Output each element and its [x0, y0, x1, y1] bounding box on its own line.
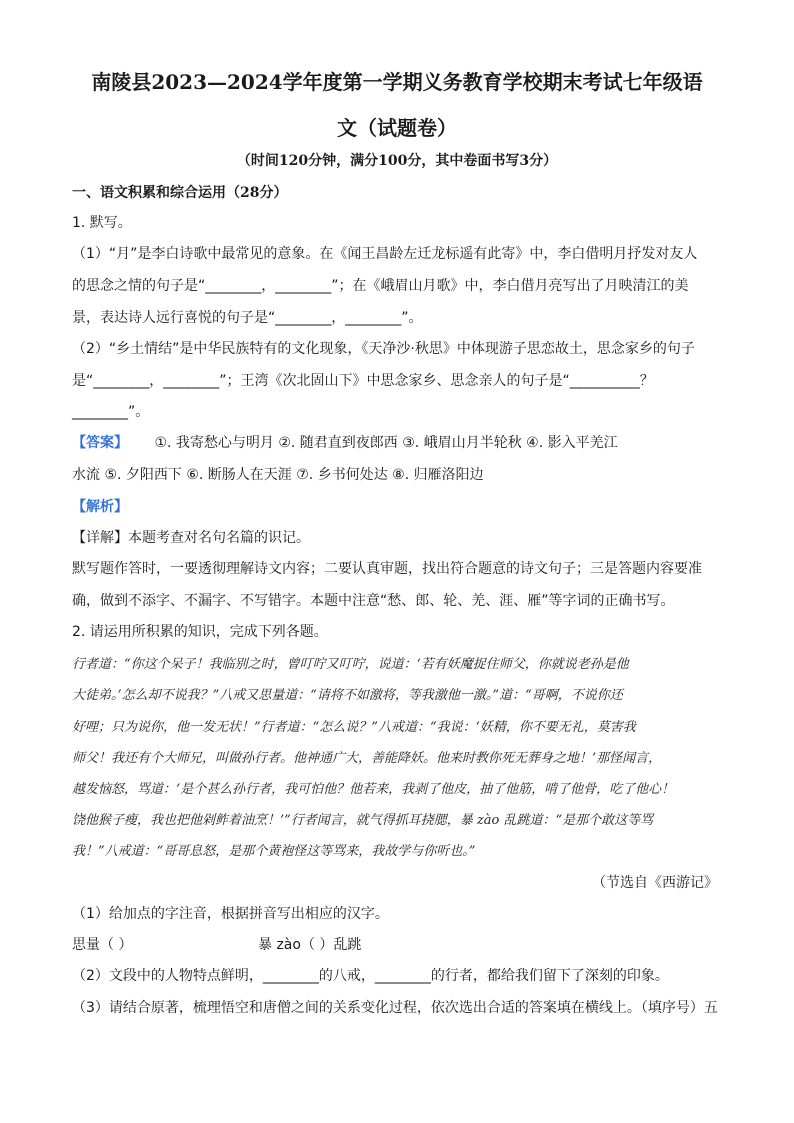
analysis-tag: 【解析】	[72, 499, 128, 515]
passage-line1: 行者道：“你这个呆子！我临别之时，曾叮咛又叮咛，说道：‘若有妖魔捉住师父，你就说老孙是他	[72, 657, 629, 672]
exam-title-line1: 南陵县2023—2024学年度第一学期义务教育学校期末考试七年级语	[91, 70, 703, 94]
answer-text-line1: ①. 我寄愁心与明月 ②. 随君直到夜郎西 ③. 峨眉山月半轮秋 ④. 影入平羌江	[154, 435, 618, 451]
q1-part1-line3: 景，表达诗人远行喜悦的句子是“________，________”。	[72, 310, 423, 326]
answer-text-line2: 水流 ⑤. 夕阳西下 ⑥. 断肠人在天涯 ⑦. 乡书何处达 ⑧. 归雁洛阳边	[72, 467, 484, 483]
q2-sub1-pinyin-b: 暴 zào（ ）乱跳	[258, 937, 362, 953]
detail-text: 【详解】本题考查对名句名篇的识记。	[72, 530, 310, 546]
passage-line7: 我！”八戒道：“哥哥息怒，是那个黄袍怪这等骂来，我故学与你听也。”	[72, 844, 476, 859]
q1-part2-line1: （2）“乡土情结”是中华民族特有的文化现象，《天净沙·秋思》中体现游子思恋故土，思念家乡的句子	[72, 341, 695, 357]
q2-sub3: （3）请结合原著，梳理悟空和唐僧之间的关系变化过程，依次选出合适的答案填在横线上。（填序号）五	[72, 1000, 718, 1016]
exam-time-note: （时间120分钟，满分100分，其中卷面书写3分）	[236, 153, 558, 169]
q1-answer-row1	[72, 432, 618, 452]
passage-line3: 好哩；只为说你，他一发无状！”行者道：“怎么说？”八戒道：“我说：‘妖精，你不要无礼，莫害我	[72, 720, 636, 735]
q1-part1-line1: （1）“月”是李白诗歌中最常见的意象。在《闻王昌龄左迁龙标遥有此寄》中，李白借明月抒发对友人	[72, 246, 698, 262]
explanation-line1: 默写题作答时，一要透彻理解诗文内容；二要认真审题，找出符合题意的诗文句子；三是答题内容要准	[72, 561, 702, 577]
q2-sub1-pinyin-a: 思量（ ）	[72, 937, 133, 953]
q1-part1-line2: 的思念之情的句子是“________，________”；在《峨眉山月歌》中，李白借月亮写出了月映清江的美	[72, 278, 689, 294]
q2-stem: 2. 请运用所积累的知识，完成下列各题。	[72, 624, 328, 640]
q2-sub2: （2）文段中的人物特点鲜明，________的八戒，________的行者，都给我们留下了深刻的印象。	[72, 968, 669, 984]
answer-tag: 【答案】	[72, 435, 128, 451]
q2-sub1: （1）给加点的字注音，根据拼音写出相应的汉字。	[72, 906, 389, 922]
q1-stem: 1. 默写。	[72, 215, 132, 231]
passage-source: （节选自《西游记》	[592, 875, 718, 891]
passage-line6: 饶他猴子瘦，我也把他剁鲊着油烹！’”行者闻言，就气得抓耳挠腮，暴 zào 乱跳道：“是那个敢这等骂	[72, 813, 654, 828]
passage-line5: 越发恼怒，骂道：‘是个甚么孙行者，我可怕他？他若来，我剥了他皮，抽了他筋，啃了他骨，吃了他心！	[72, 782, 675, 797]
explanation-line2: 确，做到不添字、不漏字、不写错字。本题中注意“愁、郎、轮、羌、涯、雁”等字词的正确书写。	[72, 593, 675, 609]
passage-line2: 大徒弟。’怎么却不说我？”八戒又思量道：“请将不如激将，等我激他一激。”道：“哥啊，不说你还	[72, 688, 623, 703]
exam-title-line2: 文（试题卷）	[337, 116, 457, 140]
q1-part2-line3: ________”。	[72, 404, 150, 420]
section-heading: 一、语文积累和综合运用（28分）	[72, 185, 288, 201]
passage-line4: 师父！我还有个大师兄，叫做孙行者。他神通广大，善能降妖。他来时教你死无葬身之地！’那怪闻言，	[72, 751, 662, 766]
q1-part2-line2: 是“________，________”；王湾《次北固山下》中思念家乡、思念亲人的句子是“__________？	[72, 373, 654, 389]
